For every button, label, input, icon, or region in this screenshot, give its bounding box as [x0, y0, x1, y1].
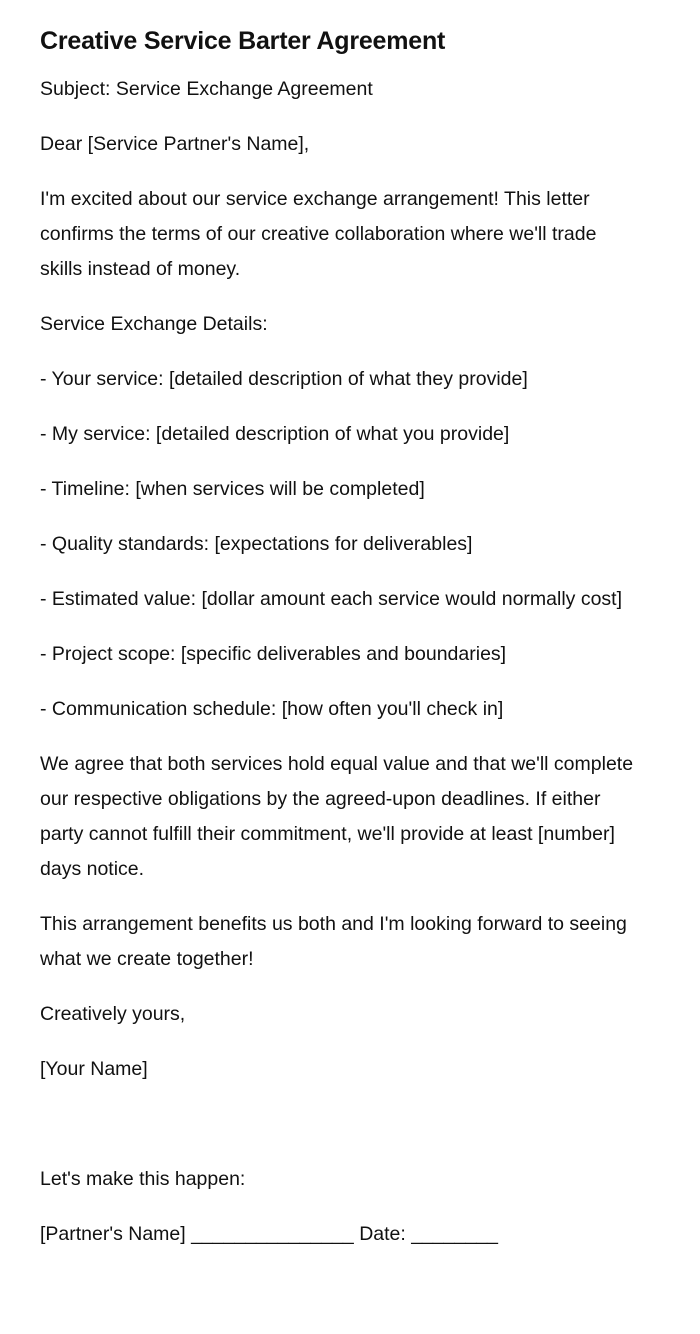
greeting: Dear [Service Partner's Name],: [40, 133, 310, 155]
detail-item-your-service: - Your service: [detailed description of what they provide]: [40, 368, 528, 390]
detail-item-my-service: - My service: [detailed description of what you provide]: [40, 423, 510, 445]
detail-item-project-scope: - Project scope: [specific deliverables and boundaries]: [40, 643, 507, 665]
details-heading: Service Exchange Details:: [40, 313, 268, 335]
detail-item-estimated-value: - Estimated value: [dollar amount each service would normally cost]: [40, 588, 623, 610]
agreement-paragraph: We agree that both services hold equal value and that we'll complete our respective obligations by the agreed-upon deadlines. If either party cannot fulfill their commitment, we'll provide at least [number] days notice.: [40, 753, 634, 880]
intro-paragraph: I'm excited about our service exchange arrangement! This letter confirms the terms of our creative collaboration where we'll trade skills instead of money.: [40, 188, 597, 280]
document-title: Creative Service Barter Agreement: [40, 27, 446, 55]
sender-name: [Your Name]: [40, 1058, 148, 1080]
detail-item-timeline: - Timeline: [when services will be completed]: [40, 478, 425, 500]
call-to-action: Let's make this happen:: [40, 1168, 246, 1190]
partner-signature-line: [Partner's Name] _______________ Date: ________: [40, 1223, 498, 1245]
detail-item-communication-schedule: - Communication schedule: [how often you'll check in]: [40, 698, 504, 720]
sign-off: Creatively yours,: [40, 1003, 186, 1025]
subject-line: Subject: Service Exchange Agreement: [40, 78, 373, 100]
detail-item-quality-standards: - Quality standards: [expectations for deliverables]: [40, 533, 473, 555]
closing-paragraph: This arrangement benefits us both and I'm looking forward to seeing what we create together!: [40, 913, 627, 970]
